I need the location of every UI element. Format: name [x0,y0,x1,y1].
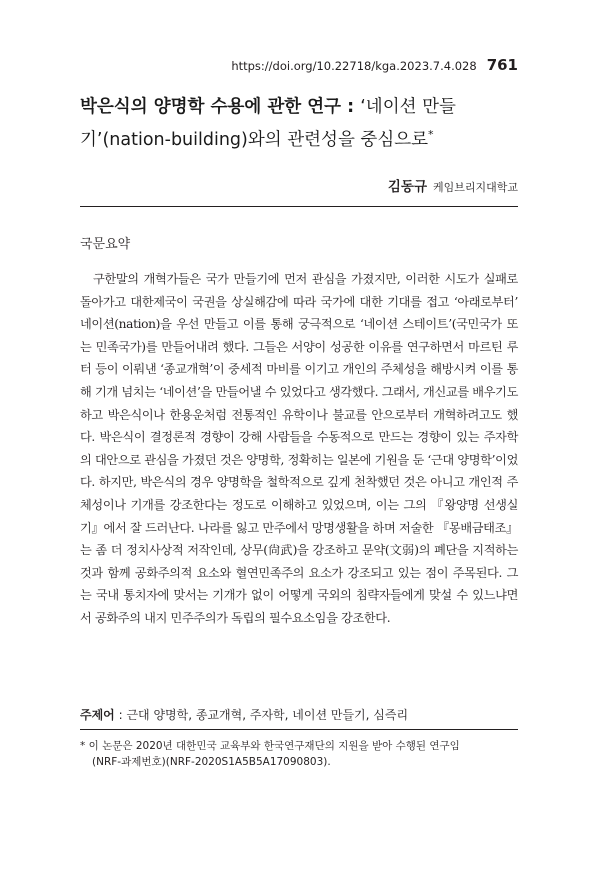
doi-link[interactable]: https://doi.org/10.22718/kga.2023.7.4.028 [231,59,477,73]
keywords-separator: : [114,708,127,722]
author-line [388,175,518,195]
keywords-label: 주제어 [80,708,115,722]
title-subtitle: ‘네이션 만들기’(nation-building)와의 관련성을 중심으로 [80,97,456,150]
author-affiliation: 케임브리지대학교 [432,181,518,194]
title-main: 박은식의 양명학 수용에 관한 연구 : [80,97,361,117]
footnote-line-2: (NRF-과제번호)(NRF-2020S1A5B5A17090803). [92,756,331,768]
top-divider [80,206,518,207]
footnote [80,738,520,770]
title-footnote-marker[interactable]: * [428,128,434,141]
page-number: 761 [486,56,518,74]
keywords [80,706,520,723]
author-name: 김동규 [387,179,427,195]
abstract-body: 구한말의 개혁가들은 국가 만들기에 먼저 관심을 가졌지만, 이러한 시도가 실패로 돌아가고 대한제국이 국권을 상실해감에 따라 국가에 대한 기대를 접고 ‘아래로부터’ 네이션(nation)을 우선 만들고 이를 통해 궁극적으로 ‘네이션 스테이트’(국민국가 또는 민족국가)를 만들어내려 했다. 그들은 서양이 성공한 이유를 연구하면서 마르틴 루터 등이 이뤄낸 ‘종교개혁’이 중세적 마비를 이기고 개인의 주체성을 해방시켜 이를 통해 기개 넘치는 ‘네이션’을 만들어낼 수 있었다고 생각했다. 그래서, 개신교를 배우기도 하고 박은식이나 한용운처럼 전통적인 유학이나 불교를 안으로부터 개혁하려고도 했다. 박은식이 결정론적 경향이 강해 사람들을 수동적으로 만드는 경향이 있는 주자학의 대안으로 관심을 가졌던 것은 양명학, 정확히는 일본에 기원을 둔 ‘근대 양명학’이었다. 하지만, 박은식의 경우 양명학을 철학적으로 깊게 천착했던 것은 아니고 개인적 주체성이나 기개를 강조한다는 정도로 이해하고 있었으며, 이는 그의 『왕양명 선생실기』에서 잘 드러난다. 나라를 잃고 만주에서 망명생활을 하며 저술한 『몽배금태조』는 좀 더 정치사상적 저작인데, 상무(尙武)을 강조하고 문약(文弱)의 폐단을 지적하는 것과 함께 공화주의적 요소와 혈연민족주의 요소가 강조되고 있는 점이 주목된다. 그는 국내 통치자에 맞서는 기개가 없이 어떻게 국외의 침략자들에게 맞설 수 있느냐면서 공화주의 내지 민주주의가 독립의 필수요소임을 강조한다. [80,272,518,625]
page-header [231,56,518,74]
article-title [80,94,530,154]
keywords-terms: 근대 양명학, 종교개혁, 주자학, 네이션 만들기, 심즉리 [126,708,409,722]
footnote-line-1: * 이 논문은 2020년 대한민국 교육부와 한국연구재단의 지원을 받아 수행된 연구임 [80,740,460,752]
footnote-divider [80,729,518,730]
abstract-heading: 국문요약 [80,237,131,252]
